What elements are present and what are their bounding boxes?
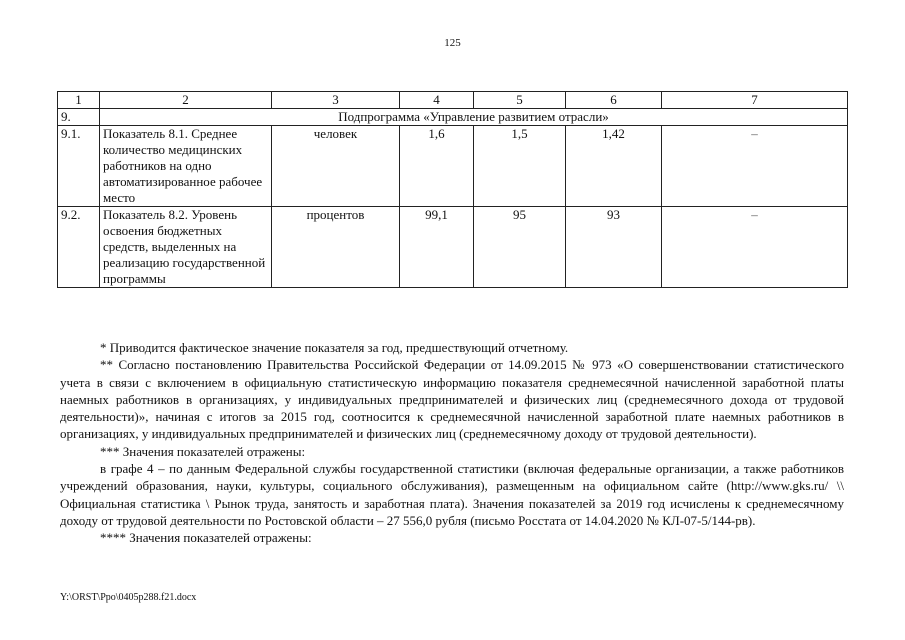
header-cell: 3 — [272, 92, 400, 109]
header-cell: 2 — [100, 92, 272, 109]
subprogram-row — [58, 109, 848, 126]
footnote-4: **** Значения показателей отражены: — [100, 530, 312, 546]
footnotes — [60, 339, 844, 547]
subprogram-title: Подпрограмма «Управление развитием отрасли» — [100, 109, 848, 126]
value-col5: 95 — [474, 207, 566, 288]
file-path: Y:\ORST\Ppo\0405p288.f21.docx — [60, 592, 197, 603]
footnote-3: *** Значения показателей отражены: — [100, 443, 306, 459]
header-cell: 4 — [400, 92, 474, 109]
table-row — [58, 126, 848, 207]
table-row — [58, 207, 848, 288]
value-col7: – — [662, 126, 848, 207]
value-col6: 1,42 — [566, 126, 662, 207]
header-cell: 5 — [474, 92, 566, 109]
indicators-table — [57, 91, 848, 288]
header-cell: 1 — [58, 92, 100, 109]
row-number: 9.2. — [58, 207, 100, 288]
value-col7: – — [662, 207, 848, 288]
footnote-1: * Приводится фактическое значение показателя за год, предшествующий отчетному. — [100, 340, 569, 355]
indicator-name: Показатель 8.2. Уровень освоения бюджетных средств, выделенных на реализацию государственной программы — [100, 207, 272, 288]
row-number: 9.1. — [58, 126, 100, 207]
header-cell: 7 — [662, 92, 848, 109]
header-cell: 6 — [566, 92, 662, 109]
unit-cell: человек — [272, 126, 400, 207]
indicator-name: Показатель 8.1. Среднее количество медицинских работников на одно автоматизированное рабочее место — [100, 126, 272, 207]
footnote-3-detail: в графе 4 – по данным Федеральной службы государственной статистики (включая федеральные организации, а также работников учреждений образования, науки, культуры, социального обслуживания), размещенным на официальном сайте (http://www.gks.ru/ \\ Официальная статистика \ Рынок труда, занятость и заработная плата). Значения показателей за 2019 год исчислены к среднемесячному доходу от трудовой деятельности по Ростовской области – 27 556,0 рубля (письмо Росстата от 14.04.2020 № КЛ-07-5/144-рв). — [60, 461, 844, 528]
subprogram-number: 9. — [58, 109, 100, 126]
page-number: 125 — [444, 37, 461, 49]
value-col6: 93 — [566, 207, 662, 288]
footnote-2: ** Согласно постановлению Правительства Российской Федерации от 14.09.2015 № 973 «О совершенствовании статистического учета в связи с включением в официальную статистическую информацию показателя среднемесячной начисленной заработной платы наемных работников в организациях, у индивидуальных предпринимателей и физических лиц (среднемесячного дохода от трудовой деятельности)», начиная с итогов за 2015 год, соотносится к среднемесячной начисленной заработной плате наемных работников в организациях, у индивидуальных предпринимателей и физических лиц (среднемесячному доходу от трудовой деятельности). — [60, 357, 844, 442]
value-col4: 1,6 — [400, 126, 474, 207]
value-col5: 1,5 — [474, 126, 566, 207]
unit-cell: процентов — [272, 207, 400, 288]
table-header-row — [58, 92, 848, 109]
value-col4: 99,1 — [400, 207, 474, 288]
